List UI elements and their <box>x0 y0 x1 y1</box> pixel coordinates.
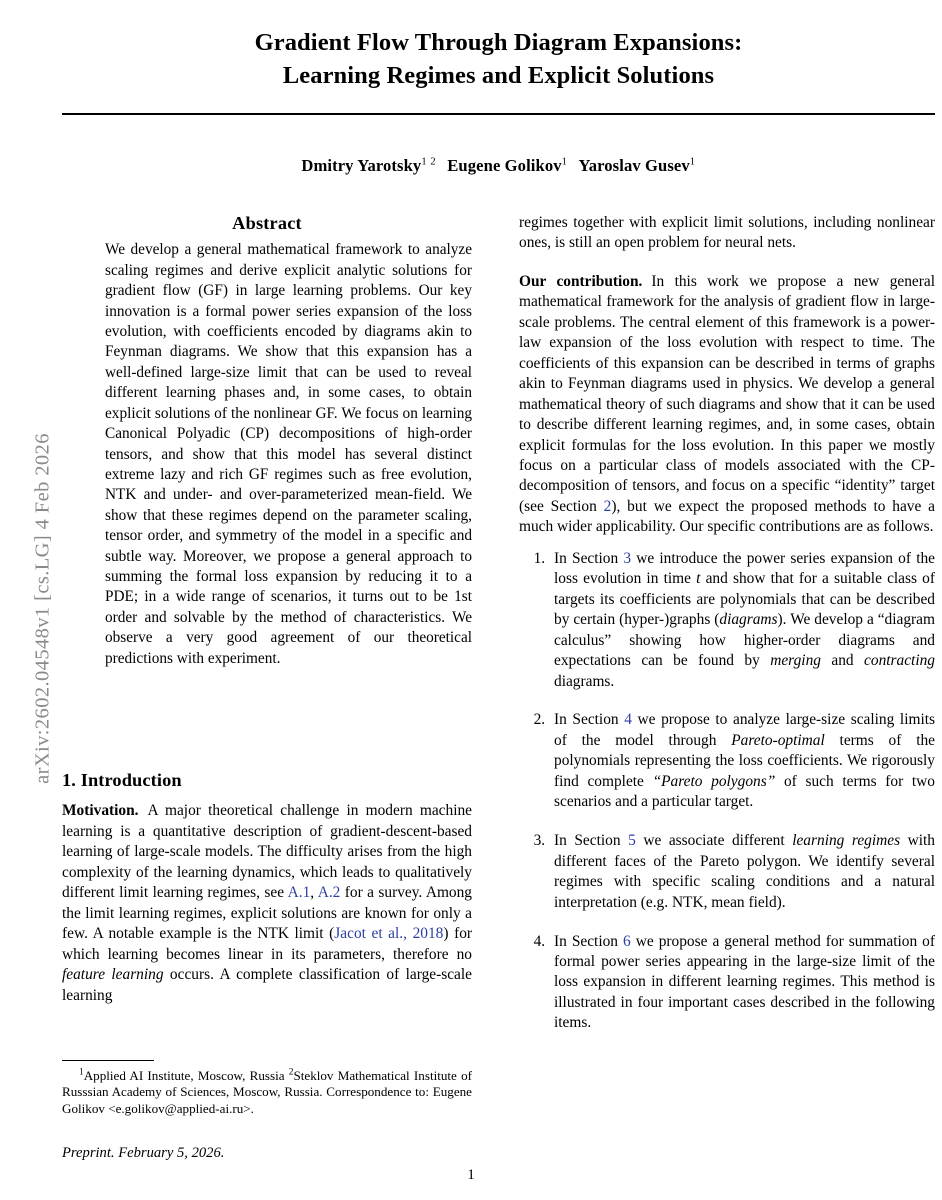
link-section-3[interactable]: 3 <box>623 549 632 567</box>
author-affiliation-marker: 1 2 <box>421 156 437 168</box>
paragraph-motivation <box>62 801 472 1006</box>
item2-text-4: of such terms for two scenarios and a particular target. <box>554 772 935 811</box>
author-affiliation-marker: 1 <box>689 156 696 168</box>
link-section-5[interactable]: 5 <box>628 832 636 850</box>
motivation-text-3: for a survey. Among the limit learning regimes, explicit solutions are known for only a few. A notable example is the NTK limit ( <box>62 884 473 943</box>
item3-text-3: with different faces of the Pareto polygon. We identify several regimes with specific scaling conditions and a natural interpretation (e.g. NTK, mean field). <box>554 832 935 911</box>
link-section-4[interactable]: 4 <box>624 711 632 729</box>
link-appendix-a2[interactable]: A.2 <box>317 884 341 902</box>
title-line-2: Learning Regimes and Explicit Solutions <box>282 62 715 89</box>
author-entry <box>447 156 567 175</box>
abstract-body: We develop a general mathematical framework to analyze scaling regimes and derive explicit analytic solutions for gradient flow (GF) in large learning problems. Our key innovation is a formal power series expansion of the loss evolution, with coefficients encoded by diagrams akin to Feynman diagrams. We show that this expansion has a well-defined large-size limit that can be used to reveal different learning phases and, in some cases, to obtain explicit solutions of the nonlinear GF. We focus on learning Canonical Polyadic (CP) decompositions of high-order tensors, and show that this model has several distinct extreme lazy and rich GF regimes such as free evolution, NTK and under- and over-parameterized mean-field. We show that these regimes depend on the parameter scaling, tensor order, and symmetry of the model in a specific and subtle way. Moreover, we propose a general approach to summing the formal loss expansion by reducing it to a PDE; in a wide range of scenarios, it turns out to be 1st order and solvable by the method of characteristics. We observe a very good agreement of our theoretical predictions with experiment. <box>105 241 472 667</box>
footnote-divider <box>62 1060 154 1061</box>
emphasis-diagrams: diagrams <box>719 611 778 629</box>
footnote-text-1: Applied AI Institute, Moscow, Russia <box>83 1068 289 1083</box>
preprint-note: Preprint. February 5, 2026. <box>62 1145 225 1161</box>
emphasis-contracting: contracting <box>864 652 936 670</box>
author-name: Dmitry Yarotsky <box>301 156 422 175</box>
contribution-text-1: In this work we propose a new general mathematical framework for the analysis of gradient flow in large-scale problems. The central element of this framework is a power-law expansion of the loss evolution with respect to time. The coefficients of this expansion can be described in terms of graphs akin to Feynman diagrams used in physics. We develop a general mathematical theory of such diagrams and show that it can be used to describe different learning regimes, and, in some cases, obtain explicit formulas for the loss evolution. In this paper we mostly focus on a particular class of models associated with the CP-decomposition of tensors, and focus on a specific “identity” target (see Section <box>519 272 935 515</box>
footnote-marker-2: 2 <box>288 1067 294 1078</box>
list-item <box>549 710 935 812</box>
item4-text-2: we propose a general method for summation of formal power series appearing in the large-size limit of the loss expansion in different learning regimes. This method is illustrated in four important cases described in the following items. <box>554 932 935 1032</box>
left-column <box>62 213 472 1017</box>
item1-text-6: diagrams. <box>554 672 615 690</box>
item1-text-3: and show that for a suitable class of targets its coefficients are polynomials that can be described by certain (hyper-)graphs ( <box>554 570 935 629</box>
item4-text-1: In Section <box>554 932 624 950</box>
author-list <box>62 156 935 176</box>
motivation-text-1: A major theoretical challenge in modern machine learning is a quantitative description of gradient-descent-based learning of large-scale models. The difficulty arises from the high complexity of the learning dynamics, which leads to qualitatively different limit learning regimes, see <box>62 802 472 902</box>
emphasis-pareto-optimal: Pareto-optimal <box>731 731 825 749</box>
contribution-text-2: ), but we expect the proposed methods to have a much wider applicability. Our specific contributions are as follows. <box>519 497 936 536</box>
runin-motivation: Motivation. <box>62 802 139 820</box>
paragraph-motivation-continued <box>519 213 935 254</box>
link-section-6[interactable]: 6 <box>623 932 631 950</box>
motivation-continued-text: regimes together with explicit limit solutions, including nonlinear ones, is still an open problem for neural nets. <box>519 214 935 252</box>
paragraph-our-contribution <box>519 272 935 538</box>
author-affiliation-marker: 1 <box>561 156 568 168</box>
item3-text-1: In Section <box>554 832 629 850</box>
item1-text-4: ). We develop a “diagram calculus” showing how higher-order diagrams and expectations can be found by <box>554 611 935 670</box>
page-number: 1 <box>467 1166 475 1183</box>
item3-text-2: we associate different <box>635 832 793 850</box>
author-name: Eugene Golikov <box>447 156 562 175</box>
right-column <box>519 213 935 1052</box>
runin-our-contribution: Our contribution. <box>519 272 643 290</box>
item1-text-2: we introduce the power series expansion of the loss evolution in time <box>554 549 935 588</box>
item2-text-3: terms of the polynomials representing the loss coefficients. We rigorously find complete <box>554 731 935 790</box>
author-entry <box>578 156 695 175</box>
emphasis-merging: merging <box>770 652 821 670</box>
motivation-text-4: ) for which learning becomes linear in its parameters, therefore no <box>62 925 473 963</box>
footnote-block <box>62 1068 472 1117</box>
motivation-text-2: , <box>310 884 318 902</box>
emphasis-feature-learning: feature learning <box>62 966 164 984</box>
abstract-heading: Abstract <box>232 213 302 233</box>
list-item <box>549 549 935 692</box>
item2-text-2: we propose to analyze large-size scaling limits of the model through <box>554 711 935 749</box>
emphasis-learning-regimes: learning regimes <box>792 832 901 850</box>
motivation-text-5: occurs. A complete classification of large-scale learning <box>62 966 472 1004</box>
page-title <box>62 26 935 92</box>
item1-text-1: In Section <box>554 549 624 567</box>
item2-text-1: In Section <box>554 711 625 729</box>
footnote-text-2: Steklov Mathematical Institute of Russsian Academy of Sciences, Moscow, Russia. Correspondence to: Eugene Golikov <e.golikov@applied-ai.ru>. <box>62 1068 472 1116</box>
title-divider <box>62 113 935 115</box>
list-item <box>549 932 935 1034</box>
title-line-1: Gradient Flow Through Diagram Expansions: <box>254 29 743 56</box>
contributions-list <box>519 549 935 1034</box>
emphasis-pareto-polygons: “Pareto polygons” <box>652 772 776 790</box>
author-entry <box>301 156 436 175</box>
arxiv-stamp: arXiv:2602.04548v1 [cs.LG] 4 Feb 2026 <box>31 433 54 784</box>
link-citation-jacot[interactable]: Jacot et al., 2018 <box>334 925 444 943</box>
item1-text-5: and <box>820 652 865 670</box>
footnote-marker-1: 1 <box>79 1067 84 1078</box>
list-item <box>549 831 935 913</box>
emphasis-t: t <box>696 570 701 588</box>
footnote-affiliations <box>62 1068 472 1117</box>
section-heading-introduction: 1. Introduction <box>62 769 182 790</box>
link-section-2[interactable]: 2 <box>603 497 612 515</box>
author-name: Yaroslav Gusev <box>578 156 690 175</box>
link-appendix-a1[interactable]: A.1 <box>287 884 311 902</box>
